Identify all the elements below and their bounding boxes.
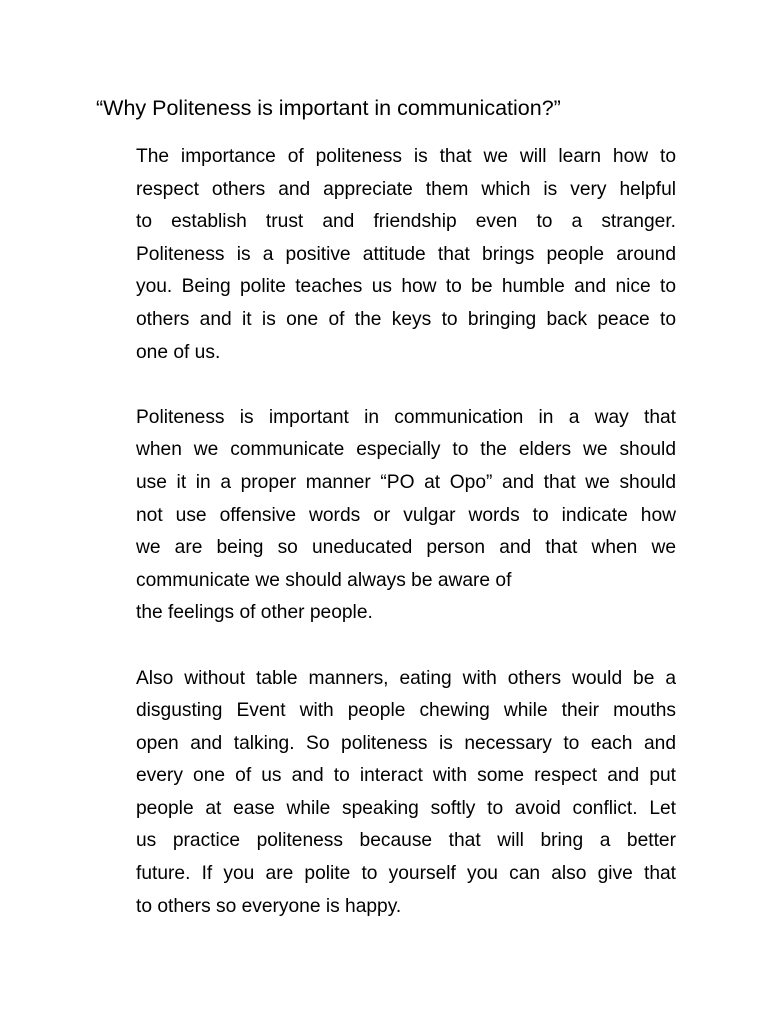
paragraph-line: one of us.: [136, 341, 221, 363]
paragraph-line: others and it is one of the keys to bringing back peace to: [136, 308, 676, 330]
paragraph-3: [136, 663, 676, 924]
paragraph-line: the feelings of other people.: [136, 602, 373, 624]
document-body: [136, 141, 676, 923]
paragraph-line: Politeness is important in communication in a way that: [136, 406, 676, 428]
paragraph-line: when we communicate especially to the elders we should: [136, 439, 676, 461]
paragraph-line: The importance of politeness is that we will learn how to: [136, 146, 676, 167]
paragraph-2: [136, 402, 676, 630]
paragraph-line: Politeness is a positive attitude that brings people around: [136, 243, 676, 265]
paragraph-line: disgusting Event with people chewing while their mouths: [136, 700, 676, 722]
paragraph-line: not use offensive words or vulgar words to indicate how: [136, 504, 676, 526]
paragraph-line: to others so everyone is happy.: [136, 895, 402, 917]
paragraph-line: future. If you are polite to yourself you can also give that: [136, 863, 676, 885]
paragraph-line: open and talking. So politeness is necessary to each and: [136, 732, 676, 754]
paragraph-line: to establish trust and friendship even to a stranger.: [136, 211, 676, 233]
paragraph-line: people at ease while speaking softly to avoid conflict. Let: [136, 797, 676, 819]
paragraph-line: us practice politeness because that will bring a better: [136, 830, 676, 852]
paragraph-line: communicate we should always be aware of: [136, 569, 512, 591]
paragraph-spacer: [136, 369, 676, 402]
paragraph-line: every one of us and to interact with some respect and put: [136, 765, 676, 787]
paragraph-spacer: [136, 630, 676, 663]
paragraph-line: Also without table manners, eating with others would be a: [136, 667, 676, 689]
paragraph-line: we are being so uneducated person and that when we: [136, 537, 676, 559]
paragraph-1: [136, 141, 676, 369]
paragraph-line: use it in a proper manner “PO at Opo” and that we should: [136, 471, 676, 493]
document-title: “Why Politeness is important in communication?”: [96, 96, 561, 120]
paragraph-line: you. Being polite teaches us how to be humble and nice to: [136, 276, 676, 298]
paragraph-line: respect others and appreciate them which is very helpful: [136, 178, 676, 200]
